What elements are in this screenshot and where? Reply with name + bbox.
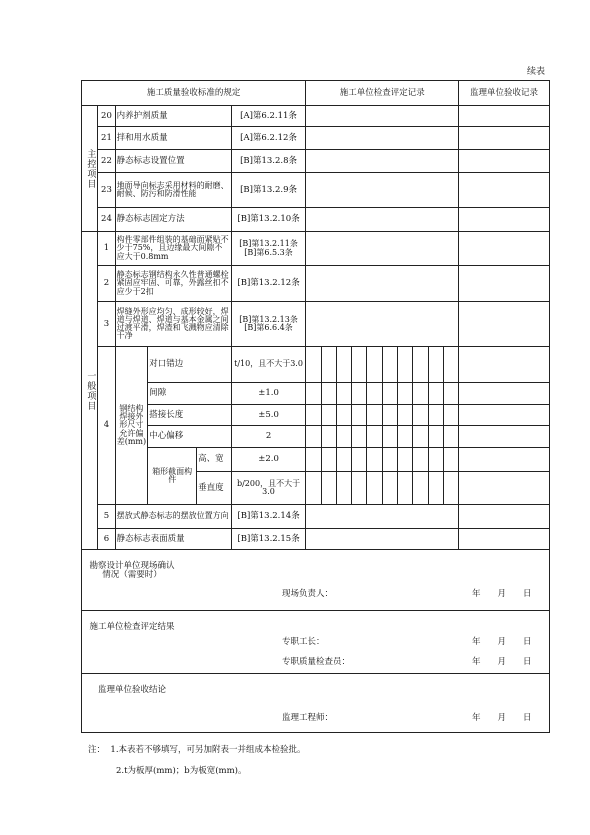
main-item-no: 21 bbox=[98, 127, 115, 150]
measure-cell[interactable] bbox=[382, 448, 397, 472]
measure-cell[interactable] bbox=[382, 426, 397, 448]
measure-cell[interactable] bbox=[306, 448, 321, 472]
measure-cell[interactable] bbox=[413, 405, 428, 426]
general-item-no: 5 bbox=[98, 505, 115, 529]
general-item-no: 4 bbox=[98, 347, 115, 505]
measure-cell[interactable] bbox=[367, 383, 382, 405]
measure-cell[interactable] bbox=[443, 472, 458, 505]
supervisor-cell[interactable] bbox=[459, 448, 550, 472]
tolerance-value: ±2.0 bbox=[231, 448, 305, 472]
general-item-desc: 焊缝外形应均匀、成形较好，焊道与焊道、焊道与基本金属之间过渡平滑，焊渣和飞溅物应清除干净 bbox=[115, 302, 231, 347]
measure-cell[interactable] bbox=[367, 405, 382, 426]
contractor-cell[interactable] bbox=[306, 529, 459, 550]
supervising-engineer-label: 监理工程师： bbox=[282, 713, 334, 723]
supervisor-cell[interactable] bbox=[459, 127, 550, 150]
general-item-ref: [B]第13.2.11条 [B]第6.5.3条 bbox=[231, 232, 305, 266]
supervisor-cell[interactable] bbox=[459, 529, 550, 550]
general-item-ref: [B]第13.2.14条 bbox=[231, 505, 305, 529]
measure-cell[interactable] bbox=[336, 448, 351, 472]
measure-cell[interactable] bbox=[397, 405, 412, 426]
header-contractor-record: 施工单位检查评定记录 bbox=[306, 81, 459, 106]
measure-cell[interactable] bbox=[443, 383, 458, 405]
contractor-cell[interactable] bbox=[306, 208, 459, 232]
signoff-date: 年 月 日 bbox=[472, 637, 532, 647]
contractor-signoff-block[interactable] bbox=[82, 611, 550, 674]
main-item-desc: 静态标志固定方法 bbox=[115, 208, 231, 232]
tolerance-item-name: 高、宽 bbox=[197, 448, 232, 472]
tolerance-item-name: 搭接长度 bbox=[148, 405, 232, 426]
measure-cell[interactable] bbox=[397, 347, 412, 383]
survey-signoff-block[interactable] bbox=[82, 550, 550, 611]
measure-cell[interactable] bbox=[443, 426, 458, 448]
measure-cell[interactable] bbox=[321, 448, 336, 472]
measure-cell[interactable] bbox=[367, 472, 382, 505]
measure-cell[interactable] bbox=[428, 448, 443, 472]
note-2: 2.t为板厚(mm)；b为板宽(mm)。 bbox=[116, 766, 247, 776]
measure-cell[interactable] bbox=[428, 383, 443, 405]
measure-cell[interactable] bbox=[336, 383, 351, 405]
signoff-date: 年 月 日 bbox=[472, 657, 532, 667]
main-item-desc: 地面导向标志采用材料的耐磨、耐候、防污和防滑性能 bbox=[115, 173, 231, 208]
supervisor-cell[interactable] bbox=[459, 383, 550, 405]
measure-cell[interactable] bbox=[367, 448, 382, 472]
header-supervisor-record: 监理单位验收记录 bbox=[459, 81, 550, 106]
tolerance-value: ±1.0 bbox=[231, 383, 305, 405]
measure-cell[interactable] bbox=[397, 448, 412, 472]
signoff-date: 年 月 日 bbox=[472, 589, 532, 599]
supervisor-cell[interactable] bbox=[459, 208, 550, 232]
general-item-desc: 构件零部件组装的基础面紧贴不少于75%，且边缘最大间隙不应大于0.8mm bbox=[115, 232, 231, 266]
general-item-ref: [B]第13.2.15条 bbox=[231, 529, 305, 550]
general-item-desc: 摆放式静态标志的摆放位置方向 bbox=[115, 505, 231, 529]
supervisor-cell[interactable] bbox=[459, 347, 550, 383]
main-item-no: 20 bbox=[98, 106, 115, 127]
main-item-ref: [B]第13.2.10条 bbox=[231, 208, 305, 232]
general-item-no: 1 bbox=[98, 232, 115, 266]
measure-cell[interactable] bbox=[443, 347, 458, 383]
measure-cell[interactable] bbox=[428, 405, 443, 426]
measure-cell[interactable] bbox=[413, 448, 428, 472]
measure-cell[interactable] bbox=[306, 405, 321, 426]
weld-tolerance-group-label: 钢结构焊接外形尺寸允许偏差(mm) bbox=[115, 347, 148, 505]
measure-cell[interactable] bbox=[413, 426, 428, 448]
tolerance-item-name: 垂直度 bbox=[197, 472, 232, 505]
measure-cell[interactable] bbox=[321, 426, 336, 448]
contractor-result-label: 施工单位检查评定结果 bbox=[89, 622, 175, 632]
measure-cell[interactable] bbox=[321, 347, 336, 383]
main-item-no: 23 bbox=[98, 173, 115, 208]
tolerance-value: ±5.0 bbox=[231, 405, 305, 426]
measure-cell[interactable] bbox=[336, 472, 351, 505]
measure-cell[interactable] bbox=[397, 472, 412, 505]
measure-cell[interactable] bbox=[352, 347, 367, 383]
supervisor-signoff-block[interactable] bbox=[82, 674, 550, 733]
measure-cell[interactable] bbox=[413, 472, 428, 505]
measure-cell[interactable] bbox=[352, 448, 367, 472]
measure-cell[interactable] bbox=[382, 383, 397, 405]
site-manager-label: 现场负责人： bbox=[282, 589, 334, 599]
measure-cell[interactable] bbox=[352, 383, 367, 405]
supervisor-cell[interactable] bbox=[459, 232, 550, 266]
measure-cell[interactable] bbox=[306, 383, 321, 405]
supervisor-cell[interactable] bbox=[459, 472, 550, 505]
general-item-no: 6 bbox=[98, 529, 115, 550]
supervisor-cell[interactable] bbox=[459, 426, 550, 448]
main-items-label: 主控项目 bbox=[85, 148, 96, 189]
measure-cell[interactable] bbox=[428, 426, 443, 448]
measure-cell[interactable] bbox=[382, 405, 397, 426]
supervisor-cell[interactable] bbox=[459, 106, 550, 127]
general-item-desc: 静态标志表面质量 bbox=[115, 529, 231, 550]
box-section-label: 箱形截面构件 bbox=[148, 448, 197, 505]
contractor-cell[interactable] bbox=[306, 173, 459, 208]
notes-prefix: 注： bbox=[88, 745, 106, 755]
quality-inspector-label: 专职质量检查员： bbox=[282, 657, 351, 667]
general-items-label: 一般项目 bbox=[85, 370, 96, 411]
contractor-cell[interactable] bbox=[306, 266, 459, 302]
measure-cell[interactable] bbox=[413, 347, 428, 383]
tolerance-item-name: 中心偏移 bbox=[148, 426, 232, 448]
main-item-ref: [A]第6.2.12条 bbox=[231, 127, 305, 150]
measure-cell[interactable] bbox=[443, 405, 458, 426]
measure-cell[interactable] bbox=[367, 347, 382, 383]
measure-cell[interactable] bbox=[382, 472, 397, 505]
measure-cell[interactable] bbox=[306, 347, 321, 383]
general-item-no: 3 bbox=[98, 302, 115, 347]
header-standard: 施工质量验收标准的规定 bbox=[82, 81, 306, 106]
main-item-no: 22 bbox=[98, 150, 115, 173]
main-item-ref: [B]第13.2.9条 bbox=[231, 173, 305, 208]
inspection-table bbox=[81, 80, 550, 733]
main-item-desc: 内养护剂质量 bbox=[115, 106, 231, 127]
supervisor-cell[interactable] bbox=[459, 505, 550, 529]
measure-cell[interactable] bbox=[428, 347, 443, 383]
main-item-ref: [A]第6.2.11条 bbox=[231, 106, 305, 127]
contractor-cell[interactable] bbox=[306, 302, 459, 347]
measure-cell[interactable] bbox=[352, 426, 367, 448]
contractor-cell[interactable] bbox=[306, 505, 459, 529]
supervisor-cell[interactable] bbox=[459, 302, 550, 347]
measure-cell[interactable] bbox=[397, 383, 412, 405]
supervisor-cell[interactable] bbox=[459, 266, 550, 302]
measure-cell[interactable] bbox=[352, 472, 367, 505]
measure-cell[interactable] bbox=[367, 426, 382, 448]
tolerance-value: 2 bbox=[231, 426, 305, 448]
measure-cell[interactable] bbox=[397, 426, 412, 448]
general-item-ref: [B]第13.2.13条 [B]第6.6.4条 bbox=[231, 302, 305, 347]
general-item-desc: 静态标志钢结构永久性普通螺栓紧固应牢固、可靠，外露丝扣不应少于2扣 bbox=[115, 266, 231, 302]
foreman-label: 专职工长： bbox=[282, 637, 325, 647]
measure-cell[interactable] bbox=[336, 347, 351, 383]
general-item-ref: [B]第13.2.12条 bbox=[231, 266, 305, 302]
supervisor-conclusion-label: 监理单位验收结论 bbox=[97, 685, 166, 695]
footnotes bbox=[88, 740, 306, 782]
supervisor-cell[interactable] bbox=[459, 150, 550, 173]
contractor-cell[interactable] bbox=[306, 232, 459, 266]
measure-cell[interactable] bbox=[306, 426, 321, 448]
measure-cell[interactable] bbox=[352, 405, 367, 426]
contractor-cell[interactable] bbox=[306, 150, 459, 173]
contractor-cell[interactable] bbox=[306, 127, 459, 150]
general-item-no: 2 bbox=[98, 266, 115, 302]
measure-cell[interactable] bbox=[336, 426, 351, 448]
main-item-no: 24 bbox=[98, 208, 115, 232]
tolerance-item-name: 间隙 bbox=[148, 383, 232, 405]
measure-cell[interactable] bbox=[321, 405, 336, 426]
measure-cell[interactable] bbox=[336, 405, 351, 426]
main-item-ref: [B]第13.2.8条 bbox=[231, 150, 305, 173]
measure-cell[interactable] bbox=[321, 472, 336, 505]
main-item-desc: 静态标志设置位置 bbox=[115, 150, 231, 173]
signoff-date: 年 月 日 bbox=[472, 713, 532, 723]
main-item-desc: 拌和用水质量 bbox=[115, 127, 231, 150]
measure-cell[interactable] bbox=[321, 383, 336, 405]
continued-label: 续表 bbox=[527, 67, 546, 77]
tolerance-item-name: 对口错边 bbox=[148, 347, 232, 383]
measure-cell[interactable] bbox=[306, 472, 321, 505]
note-1: 1.本表若不够填写，可另加附表一并组成本检验批。 bbox=[110, 745, 306, 755]
supervisor-cell[interactable] bbox=[459, 405, 550, 426]
measure-cell[interactable] bbox=[443, 448, 458, 472]
tolerance-value: t/10，且不大于3.0 bbox=[231, 347, 305, 383]
supervisor-cell[interactable] bbox=[459, 173, 550, 208]
survey-confirmation-label: 勘察设计单位现场确认情况（需要时） bbox=[89, 561, 175, 581]
measure-cell[interactable] bbox=[428, 472, 443, 505]
measure-cell[interactable] bbox=[382, 347, 397, 383]
contractor-cell[interactable] bbox=[306, 106, 459, 127]
tolerance-value: b/200，且不大于3.0 bbox=[231, 472, 305, 505]
measure-cell[interactable] bbox=[413, 383, 428, 405]
